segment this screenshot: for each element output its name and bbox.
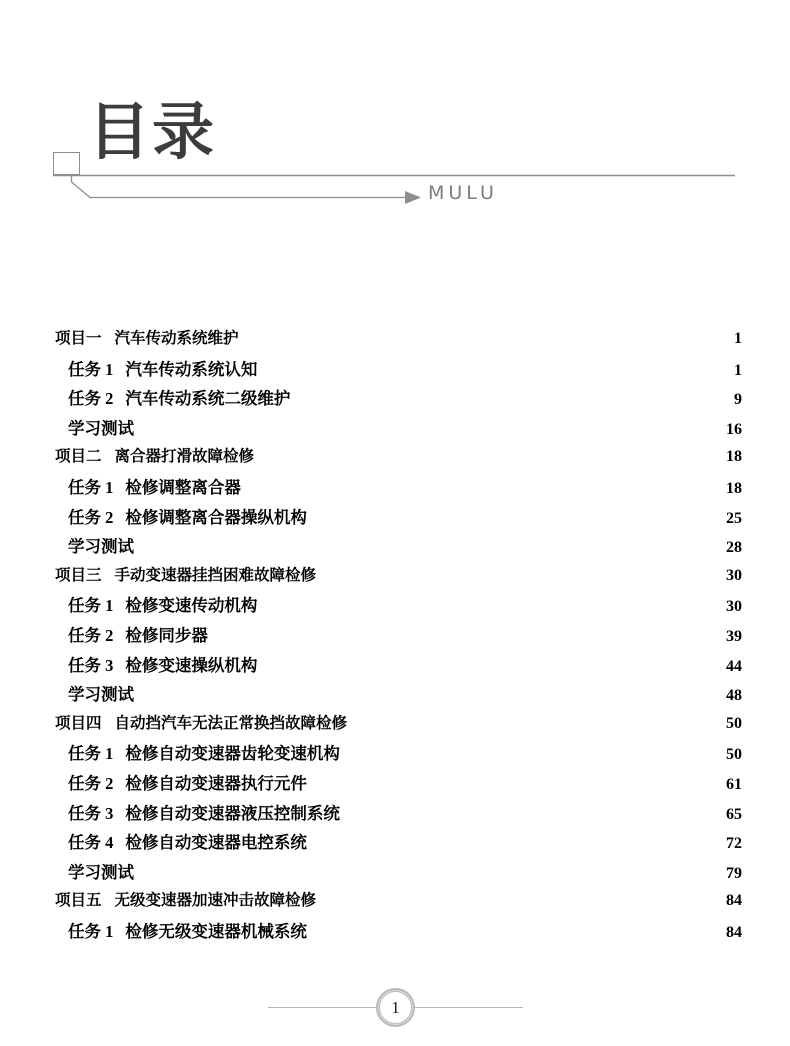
toc-entry-title: 离合器打滑故障检修 — [114, 447, 255, 466]
toc-page-number: 50 — [726, 714, 742, 732]
toc-page-number: 18 — [726, 479, 742, 497]
toc-entry-title: 检修调整离合器操纵机构 — [125, 507, 307, 527]
toc-page-number: 84 — [726, 923, 742, 941]
toc-page-number: 50 — [726, 746, 742, 764]
dot-leader — [141, 433, 716, 434]
dot-leader — [141, 877, 716, 878]
toc-page-number: 1 — [734, 330, 742, 347]
toc-row[interactable] — [0, 888, 790, 918]
page-subtitle: MULU — [428, 182, 498, 204]
toc-row[interactable] — [0, 711, 790, 741]
dot-leader — [248, 492, 716, 493]
dot-leader — [248, 342, 716, 343]
toc-entry-label — [68, 415, 134, 439]
toc-entry-number: 项目一 — [55, 329, 102, 347]
page-number-badge — [376, 988, 415, 1027]
dot-leader — [314, 788, 716, 789]
toc-row[interactable] — [0, 356, 790, 386]
toc-entry-label — [68, 770, 307, 794]
toc-page-number: 30 — [726, 598, 742, 616]
dot-leader — [141, 699, 716, 700]
toc-entry-label — [55, 711, 347, 733]
toc-entry-label — [68, 474, 241, 498]
page-title: 目录 — [88, 95, 217, 168]
toc-entry-number: 任务 1 — [68, 744, 114, 764]
dot-leader — [314, 936, 716, 937]
toc-entry-label — [55, 444, 254, 466]
toc-page-number: 48 — [726, 687, 742, 705]
toc-entry-number: 任务 1 — [68, 596, 114, 616]
toc-entry-label — [68, 681, 134, 705]
toc-row[interactable] — [0, 829, 790, 859]
toc-entry-number: 任务 3 — [68, 803, 114, 823]
toc-entry-label — [68, 800, 340, 824]
toc-entry-number: 任务 4 — [68, 833, 114, 853]
toc-row[interactable] — [0, 592, 790, 622]
dot-leader — [325, 579, 716, 580]
toc-entry-number: 任务 2 — [68, 625, 114, 645]
toc-entry-title: 学习测试 — [68, 685, 134, 705]
toc-entry-number: 任务 2 — [68, 773, 114, 793]
dot-leader — [325, 904, 716, 905]
toc-entry-label — [68, 652, 257, 676]
toc-row[interactable] — [0, 563, 790, 593]
dot-leader — [314, 522, 716, 523]
dot-leader — [356, 727, 716, 728]
toc-page-number: 1 — [734, 361, 742, 379]
toc-row[interactable] — [0, 800, 790, 830]
header-rule-decoration — [0, 0, 790, 300]
toc-entry-title: 检修同步器 — [125, 625, 208, 645]
dot-leader — [314, 847, 716, 848]
toc-row[interactable] — [0, 918, 790, 948]
toc-entry-title: 学习测试 — [68, 862, 134, 882]
toc-page-number: 84 — [726, 892, 742, 910]
toc-row[interactable] — [0, 681, 790, 711]
toc-page-number: 39 — [726, 627, 742, 645]
toc-page-number: 25 — [726, 509, 742, 527]
toc-entry-title: 检修自动变速器执行元件 — [125, 773, 307, 793]
toc-entry-label — [68, 740, 340, 764]
toc-entry-label — [68, 829, 307, 853]
toc-row[interactable] — [0, 770, 790, 800]
toc-entry-number: 任务 2 — [68, 389, 114, 409]
toc-entry-number: 任务 1 — [68, 921, 114, 941]
toc-entry-label — [55, 888, 316, 910]
dot-leader — [347, 818, 716, 819]
toc-entry-title: 检修变速操纵机构 — [125, 655, 258, 675]
toc-entry-title: 检修自动变速器电控系统 — [125, 833, 307, 853]
toc-entry-label — [68, 622, 208, 646]
toc-row[interactable] — [0, 474, 790, 504]
toc-entry-number: 任务 3 — [68, 655, 114, 675]
toc-entry-title: 学习测试 — [68, 418, 134, 438]
toc-entry-label — [68, 533, 134, 557]
toc-entry-label — [55, 326, 239, 348]
toc-page-number: 30 — [726, 566, 742, 584]
toc-entry-title: 手动变速器挂挡困难故障检修 — [114, 565, 317, 584]
dot-leader — [264, 610, 716, 611]
toc-page-number: 18 — [726, 448, 742, 466]
toc-row[interactable] — [0, 385, 790, 415]
toc-row[interactable] — [0, 326, 790, 356]
toc-row[interactable] — [0, 444, 790, 474]
toc-entry-label — [68, 385, 290, 409]
toc-page-number: 28 — [726, 539, 742, 557]
toc-entry-title: 检修调整离合器 — [125, 477, 241, 497]
toc-row[interactable] — [0, 504, 790, 534]
arrow-right-icon — [405, 191, 421, 204]
toc-entry-title: 学习测试 — [68, 537, 134, 557]
dot-leader — [297, 403, 716, 404]
toc-page-number: 65 — [726, 805, 742, 823]
toc-entry-title: 汽车传动系统认知 — [125, 359, 258, 379]
toc-entry-title: 自动挡汽车无法正常换挡故障检修 — [114, 713, 348, 732]
page-header — [0, 0, 790, 300]
toc-entry-title: 检修自动变速器液压控制系统 — [125, 803, 340, 823]
toc-entry-title: 无级变速器加速冲击故障检修 — [114, 891, 317, 910]
toc-entry-number: 任务 2 — [68, 507, 114, 527]
toc-entry-title: 检修自动变速器齿轮变速机构 — [125, 744, 340, 764]
toc-entry-label — [68, 504, 307, 528]
page-number: 1 — [391, 997, 400, 1017]
toc-entry-title: 汽车传动系统维护 — [114, 329, 239, 347]
toc-page-number: 9 — [734, 391, 742, 409]
dot-leader — [264, 374, 716, 375]
toc-entry-number: 项目五 — [55, 891, 102, 910]
header-diagonal-line — [72, 182, 91, 198]
toc-page-number: 79 — [726, 864, 742, 882]
toc-entry-number: 项目四 — [55, 713, 102, 732]
toc-entry-title: 汽车传动系统二级维护 — [125, 389, 291, 409]
toc-entry-title: 检修变速传动机构 — [125, 596, 258, 616]
toc-entry-label — [55, 563, 316, 585]
toc-row[interactable] — [0, 859, 790, 889]
dot-leader — [347, 758, 716, 759]
toc-entry-label — [68, 592, 257, 616]
toc-page-number: 16 — [726, 420, 742, 438]
toc-entry-number: 项目三 — [55, 565, 102, 584]
toc-entry-number: 任务 1 — [68, 477, 114, 497]
dot-leader — [263, 460, 716, 461]
toc-entry-number: 项目二 — [55, 447, 102, 466]
toc-row[interactable] — [0, 622, 790, 652]
toc-entry-title: 检修无级变速器机械系统 — [125, 921, 307, 941]
toc-row[interactable] — [0, 652, 790, 682]
toc-page-number: 44 — [726, 657, 742, 675]
toc-row[interactable] — [0, 740, 790, 770]
toc-page-number: 61 — [726, 775, 742, 793]
toc-entry-label — [68, 859, 134, 883]
dot-leader — [215, 640, 716, 641]
table-of-contents — [0, 326, 790, 947]
toc-entry-label — [68, 918, 307, 942]
dot-leader — [141, 551, 716, 552]
toc-row[interactable] — [0, 415, 790, 445]
toc-entry-label — [68, 356, 257, 380]
toc-row[interactable] — [0, 533, 790, 563]
toc-entry-number: 任务 1 — [68, 359, 114, 379]
footer-rule-right — [408, 1007, 523, 1008]
footer-rule-left — [268, 1007, 383, 1008]
dot-leader — [264, 670, 716, 671]
toc-page-number: 72 — [726, 835, 742, 853]
